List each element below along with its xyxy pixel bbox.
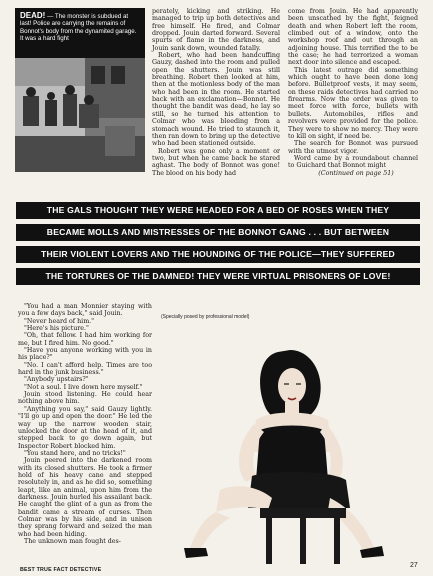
posed-by-model-note: (Specially posed by professional model) [161,314,250,320]
paragraph: "Anything you say," said Gauzy lightly. "I'll go up and open the door." He led the way up the narrow wooden stair, unlocked the door at the head of it, and stepped back to go down again, but Inspector Robert blocked him. [18,405,152,450]
photo-caption-lead: DEAD! [20,11,46,20]
model-photo [160,312,420,568]
continued-note: (Continued on page 51) [318,169,394,177]
paragraph: Robert was gone only a moment or two, but when he came back he stared aghast. The body of Bonnot was gone! The blood on his body had [152,147,280,177]
paragraph: This latest outrage did something which ought to have been done long before. Bulletproof vests, it may seem, on these raids detectives had carried no firearms. Now the order was given to meet force with force, bullets with bullets. Automobiles, rifles and revolvers were provided for the police. They were to show no mercy. They were to kill on sight, if need be. [288,66,418,140]
paragraph: "You had a man Monnier staying with you a few days back," said Jouin. [18,303,152,318]
paragraph: "Not a soul. I live down here myself." [24,383,143,391]
paragraph: "You stand here, and no tricks!" [24,449,126,457]
article-column-middle [152,8,280,177]
headline-banner-2: BECAME MOLLS AND MISTRESSES OF THE BONNOT GANG . . . BUT BETWEEN [16,224,420,241]
page-number: 27 [410,562,418,569]
magazine-title: BEST TRUE FACT DETECTIVE [20,567,102,573]
paragraph: Word came by a roundabout channel to Guichard that Bonnot might [288,154,418,170]
headline-banner-3: THEIR VIOLENT LOVERS AND THE HOUNDING OF THE POLICE—THEY SUFFERED [16,246,420,263]
paragraph: The search for Bonnot was pursued with the utmost vigor. [288,140,418,155]
paragraph: "Have you anyone working with you in his place?" [18,347,152,362]
paragraph: The unknown man fought des- [24,538,121,545]
paragraph: Robert, who had been handcuffing Gauzy, dashed into the room and pulled open the shutters. Jouin was still breathing. Robert then looked at him, then at the motionless body of the man who had been in the room. He started back with an exclamation—Bonnot. He thought the bandit was dead, he lay so still, so he turned his attention to Colmar who was bleeding from a stomach wound. He tried to staunch it, then ran down to bring up the detective who had been stationed outside. [152,52,280,148]
top-photo [15,8,145,172]
paragraph: "Oh, that fellow. I had him working for me, but I fired him. No good." [18,332,152,347]
paragraph: Jouin peered into the darkened room with its closed shutters. He took a firmer hold of his heavy cane and stepped resolutely in, and as he did so, something leapt, like an animal, upon him from the darkness. Jouin hurled his assailant back. He caught the glint of a gun as from the bandit came a stream of curses. Then Colmar was by his side, and in unison they sprang forward and seized the man who had been hiding. [18,457,152,538]
paragraph: "Here's his picture." [24,325,89,333]
headline-banner-1: THE GALS THOUGHT THEY WERE HEADED FOR A BED OF ROSES WHEN THEY [16,202,420,219]
article-column-bottom [18,303,152,545]
paragraph: Jouin stood listening. He could hear nothing above him. [18,391,152,406]
photo-caption-text: — The monster is subdued at last! Police are carrying the remains of Bonnot's body from the dynamited garage. It was a hard fight [20,13,137,43]
paragraph: perately, kicking and striking. He managed to trip up both detectives and free himself. He fired, and Colmar dropped. Jouin darted forward. Several spurts of flame in the darkness, and Jouin sank down, wounded fatally. [152,8,280,52]
paragraph: "Never heard of him." [24,317,95,325]
paragraph: "No. I can't afford help. Times are too hard in the junk business." [18,361,152,377]
paragraph: come from Jouin. He had apparently been unscathed by the fight, feigned death and when Robert left the room, climbed out of a window, onto the workshop roof and out through an adjoining house. This terrified the to be the case; he had terrorized a woman next door into silence and escaped. [288,8,418,67]
photo-caption [15,8,145,58]
article-column-right [288,8,418,177]
paragraph: "Anybody upstairs?" [24,376,89,384]
headline-banner-4: THE TORTURES OF THE DAMNED! THEY WERE VIRTUAL PRISONERS OF LOVE! [16,268,420,285]
